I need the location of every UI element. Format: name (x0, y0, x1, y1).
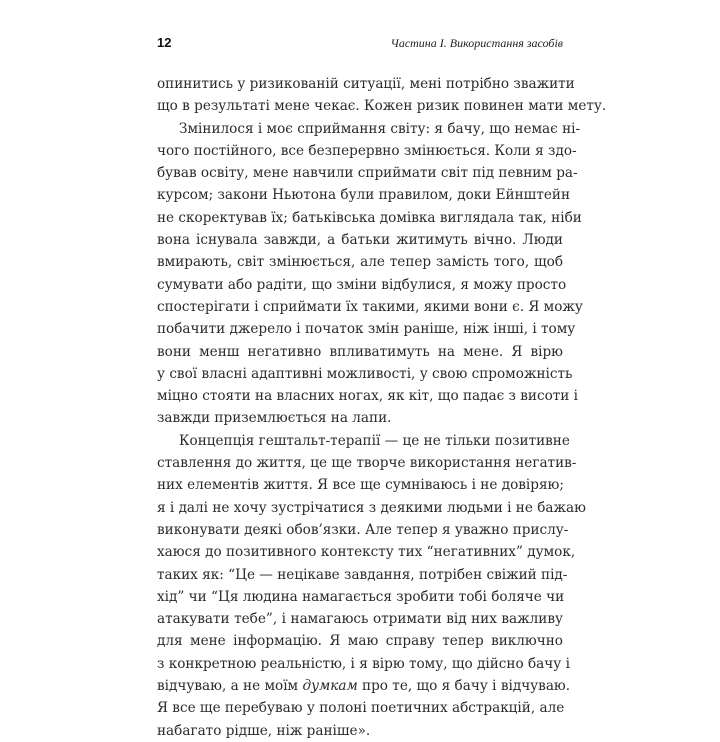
text-line: вона існувала завжди, а батьки житимуть вічно. Люди (157, 232, 563, 249)
emphasized-word: думкам (302, 678, 358, 695)
text-line: з конкретною реальністю, і я вірю тому, що дійсно бачу і (157, 655, 570, 672)
text-line: бував освіту, мене навчили сприймати світ під певним ра- (157, 165, 578, 182)
text-line: них елементів життя. Я все ще сумніваюсь і не довіряю; (157, 477, 564, 494)
text-line (157, 675, 571, 697)
text-line: Концепція гештальт-терапії — це не тільки позитивне (179, 432, 570, 449)
text-line: для мене інформацію. Я маю справу тепер виключно (157, 633, 563, 650)
text-line: ставлення до життя, це ще творче використання негатив- (157, 455, 577, 472)
text-line: Я все ще перебуваю у полоні поетичних абстракцій, але (157, 700, 565, 717)
text-line: завжди приземлюється на лапи. (157, 410, 392, 427)
text-line: виконувати деякі обов’язки. Але тепер я уважно прислу- (157, 521, 569, 538)
text-line: хід” чи “Ця людина намагається зробити тобі боляче чи (157, 588, 565, 605)
text-line: Змінилося і моє сприймання світу: я бачу, що немає ні- (179, 120, 581, 137)
text-line: опинитись у ризикованій ситуації, мені потрібно зважити (157, 76, 575, 92)
text-segment: відчуваю, а не моїм (157, 678, 303, 695)
text-segment: про те, що я бачу і відчуваю. (357, 678, 571, 695)
text-line: набагато рідше, ніж раніше». (157, 722, 371, 739)
text-line: побачити джерело і початок змін раніше, ніж інші, і тому (157, 321, 576, 338)
page-number: 12 (157, 35, 172, 50)
text-line: атакувати тебе”, і намагаюсь отримати від них важливу (157, 611, 563, 628)
text-line: вмирають, світ змінюється, але тепер замість того, щоб (157, 254, 563, 271)
page-header (157, 35, 563, 55)
text-line: не скоректував їх; батьківська домівка виглядала так, ніби (157, 209, 582, 226)
running-title: Частина І. Використання засобів (390, 36, 563, 50)
text-line: чого постійного, все безперервно змінюється. Коли я здо- (157, 142, 577, 159)
text-line: я і далі не хочу зустрічатися з деякими людьми і не бажаю (157, 499, 586, 516)
text-line: міцно стояти на власних ногах, як кіт, що падає з висоти і (157, 388, 579, 405)
text-line: курсом; закони Ньютона були правилом, доки Ейнштейн (157, 187, 571, 204)
text-line: у свої власні адаптивні можливості, у свою спроможність (157, 365, 573, 382)
text-line: таких як: “Це — нецікаве завдання, потрібен свіжий під- (157, 566, 568, 583)
body-text (157, 73, 607, 742)
text-line: що в результаті мене чекає. Кожен ризик повинен мати мету. (157, 98, 607, 115)
text-line: хаюся до позитивного контексту тих “негативних” думок, (157, 544, 576, 561)
text-line: вони менш негативно впливатимуть на мене. Я вірю (157, 343, 563, 360)
text-line: сумувати або радіти, що зміни відбулися, я можу просто (157, 276, 567, 293)
text-line: спостерігати і сприймати їх такими, якими вони є. Я можу (157, 298, 583, 315)
